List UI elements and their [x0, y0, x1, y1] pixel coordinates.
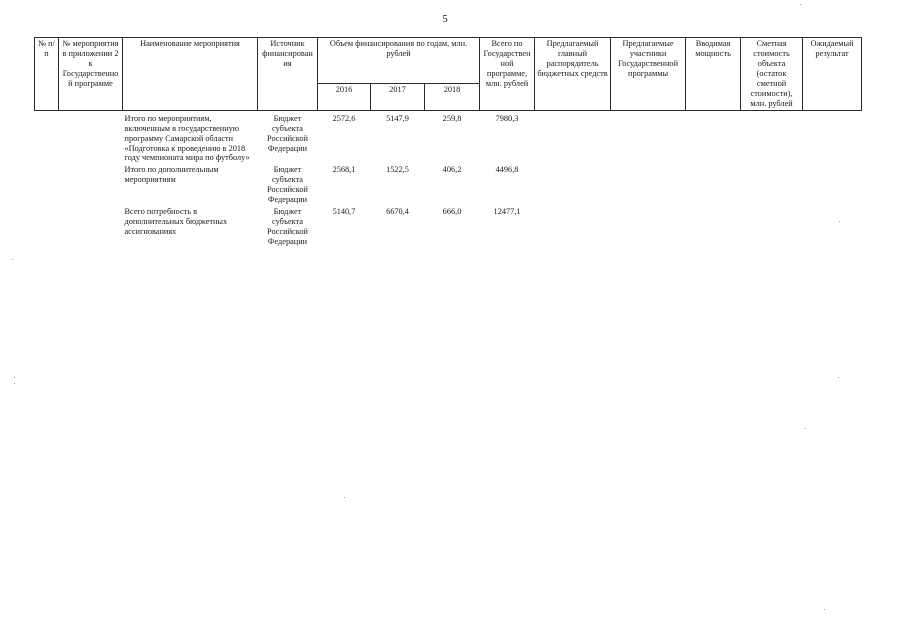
scan-speck — [838, 377, 839, 378]
header-total: Всего по Государственной программе, млн. рублей — [480, 38, 535, 111]
row-value-2016: 2572,6 — [332, 113, 356, 123]
row-empty-cell — [686, 206, 741, 248]
row-event-cell — [59, 164, 123, 206]
row-empty-cell — [741, 206, 803, 248]
row-total: 4496,8 — [495, 165, 519, 175]
row-empty-cell — [803, 113, 862, 165]
header-distributor: Предлагаемый главный распорядитель бюджетных средств — [535, 38, 611, 111]
scan-speck — [800, 4, 801, 5]
row-value-2018: 406,2 — [442, 165, 462, 175]
row-source: Бюджет субъекта Российской Федерации — [267, 165, 308, 205]
row-value-2017: 5147,9 — [386, 113, 409, 123]
header-num: № п/п — [35, 38, 59, 111]
header-result: Ожидаемый результат — [803, 38, 862, 111]
row-event-cell — [59, 206, 123, 248]
header-participants: Предлагаемые участники Государственной программы — [611, 38, 686, 111]
row-name: Итого по мероприятиям, включенным в государственную программу Самарской области «Подготовка к проведению в 2018 году чемпионата мира по футболу» — [124, 113, 250, 163]
row-value-2016: 5140,7 — [332, 207, 356, 217]
row-event-cell — [59, 113, 123, 165]
header-event-no: № мероприятия в приложении 2 к Государственной программе — [59, 38, 123, 111]
row-name: Всего потребность в дополнительных бюджетных ассигнованиях — [124, 207, 228, 237]
row-value-2017: 1522,5 — [386, 165, 409, 175]
header-capacity: Вводимая мощность — [686, 38, 741, 111]
table-row — [35, 113, 862, 165]
row-total: 7980,3 — [495, 113, 519, 123]
row-empty-cell — [535, 164, 611, 206]
scan-speck — [14, 383, 15, 384]
row-empty-cell — [803, 206, 862, 248]
row-num-cell — [35, 206, 59, 248]
row-value-2016: 2568,1 — [332, 165, 356, 175]
row-empty-cell — [611, 113, 686, 165]
row-empty-cell — [741, 164, 803, 206]
row-empty-cell — [535, 113, 611, 165]
row-empty-cell — [535, 206, 611, 248]
scan-speck — [805, 428, 806, 429]
row-empty-cell — [686, 164, 741, 206]
row-source: Бюджет субъекта Российской Федерации — [267, 113, 308, 153]
page-number: 5 — [442, 13, 448, 25]
row-value-2018: 666,0 — [442, 207, 462, 217]
row-value-2017: 6670,4 — [386, 207, 409, 217]
row-num-cell — [35, 113, 59, 165]
scan-speck — [344, 497, 345, 498]
budget-table — [34, 37, 862, 248]
header-volume: Объем финансирования по годам, млн. рублей — [318, 38, 480, 84]
row-empty-cell — [741, 113, 803, 165]
row-empty-cell — [803, 164, 862, 206]
header-estimate: Сметная стоимость объекта (остаток сметной стоимости), млн. рублей — [741, 38, 803, 111]
header-source: Источник финансирования — [258, 38, 318, 111]
table-header — [35, 38, 862, 111]
table-row — [35, 206, 862, 248]
row-total: 12477,1 — [493, 207, 521, 217]
scan-speck — [14, 377, 15, 378]
row-empty-cell — [611, 164, 686, 206]
row-empty-cell — [686, 113, 741, 165]
scan-speck — [839, 221, 840, 222]
row-source: Бюджет субъекта Российской Федерации — [267, 207, 308, 247]
header-year-2018: 2018 — [425, 84, 480, 110]
scan-speck — [824, 609, 825, 610]
row-value-2018: 259,8 — [442, 113, 462, 123]
row-name: Итого по дополнительным мероприятиям — [124, 165, 219, 185]
header-name: Наименование мероприятия — [123, 38, 258, 111]
scan-speck — [12, 259, 13, 260]
table-row — [35, 164, 862, 206]
row-empty-cell — [611, 206, 686, 248]
table-body — [35, 110, 862, 248]
header-year-2016: 2016 — [318, 84, 371, 110]
row-num-cell — [35, 164, 59, 206]
header-year-2017: 2017 — [371, 84, 425, 110]
